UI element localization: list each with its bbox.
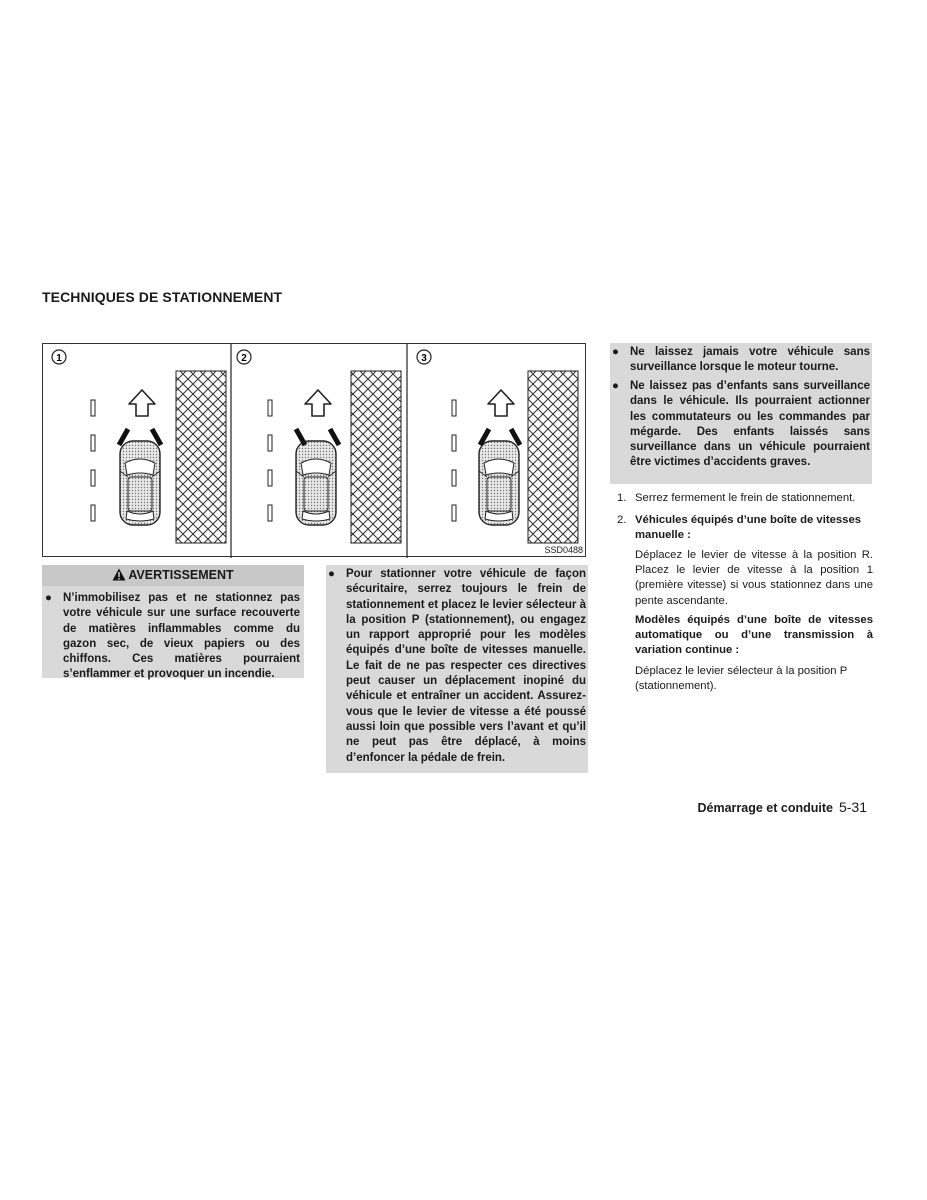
warning-bullet-3-text: Ne laissez jamais votre véhicule sans surveillance lorsque le moteur tourne. <box>630 346 870 374</box>
panel-3 <box>417 350 578 543</box>
bullet-icon: ● <box>612 346 619 358</box>
bullet-icon: ● <box>45 592 52 604</box>
bullet-icon: ● <box>328 568 335 580</box>
panel-1 <box>52 350 226 543</box>
figure-id: SSD0488 <box>544 545 583 555</box>
page-number: 5-31 <box>838 799 867 815</box>
warning-icon <box>112 567 126 588</box>
step-2-body-2: Déplacez le levier sélecteur à la position P (stationnement). <box>635 665 848 693</box>
panel-2 <box>237 350 401 543</box>
svg-text:2: 2 <box>241 353 247 364</box>
step-2-body: Déplacez le levier de vitesse à la position R. Placez le levier de vitesse à la position 1 (première vitesse) si vous stationnez dans une pente ascendante. <box>635 549 873 607</box>
warning-bullet-2-text: Pour stationner votre véhicule de façon sécuritaire, serrez toujours le frein de stationnement et placez le levier sélecteur à la position P (stationnement), ou engagez un rapport approprié pour les modèles équipés d’une boîte de vitesses manuelle. Le fait de ne pas respecter ces directives peut causer un déplacement inopiné du véhicule et entraîner un accident. Assurez-vous que le levier de vitesse a été poussé aussi loin que possible vers l’avant et qu’il ne peut pas être déplacé, à moins d’enfoncer la pédale de frein. <box>346 568 586 764</box>
warning-header <box>42 565 304 586</box>
warning-bullet-1-text: N’immobilisez pas et ne stationnez pas votre véhicule sur une surface recouverte de matières inflammables comme du gazon sec, de vieux papiers ou des chiffons. Ces matières pourraient s’enflammer et provoquer un incendie. <box>63 592 300 681</box>
warning-title: AVERTISSEMENT <box>128 568 234 582</box>
parking-figure <box>42 343 586 557</box>
svg-text:3: 3 <box>421 353 427 364</box>
bullet-icon: ● <box>612 380 619 392</box>
step-2-heading: Véhicules équipés d’une boîte de vitesses manuelle : <box>635 514 862 542</box>
section-title: TECHNIQUES DE STATIONNEMENT <box>42 289 283 305</box>
step-1-text: Serrez fermement le frein de stationnement. <box>635 492 856 504</box>
svg-text:1: 1 <box>56 353 62 364</box>
step-2-heading-2: Modèles équipés d’une boîte de vitesses automatique ou d’une transmission à variation continue : <box>635 614 873 657</box>
step-2-number: 2. <box>617 514 627 526</box>
page-footer <box>698 799 868 815</box>
parking-diagram <box>43 344 587 558</box>
step-1-number: 1. <box>617 492 627 504</box>
warning-bullet-4-text: Ne laissez pas d’enfants sans surveillance dans le véhicule. Ils pourraient actionner les commutateurs ou les commandes par mégarde. Des enfants laissés sans surveillance dans un véhicule pourraient être victimes d’accidents graves. <box>630 380 870 469</box>
chapter-title: Démarrage et conduite <box>697 801 833 815</box>
